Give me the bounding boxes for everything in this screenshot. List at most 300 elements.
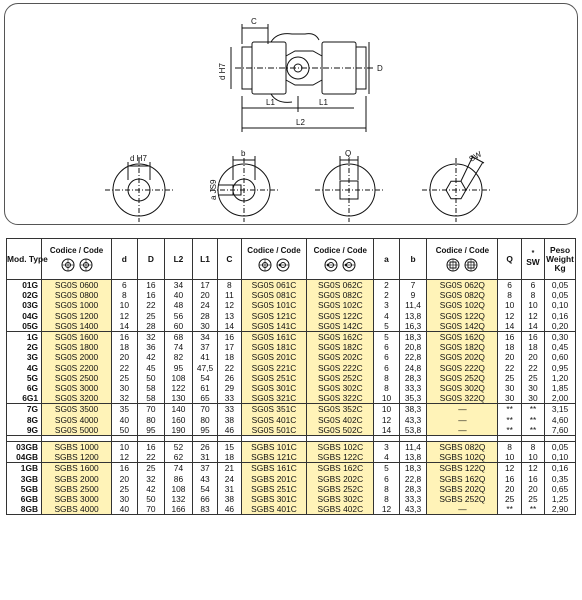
table-cell: 12 (498, 311, 521, 321)
table-cell: SG0S 4000 (42, 415, 112, 425)
table-cell: 25 (112, 373, 137, 383)
col-L1-header: L1 (192, 239, 217, 280)
table-cell: SG0S 321C (241, 393, 307, 404)
table-cell: ** (498, 425, 521, 436)
table-cell: SGBS 302C (307, 494, 374, 504)
table-cell: 160 (165, 415, 193, 425)
round-bore-icon (79, 258, 93, 272)
table-cell: SG0S 161C (241, 332, 307, 343)
table-cell: SG0S 202C (307, 352, 374, 362)
table-cell: 5 (374, 321, 399, 332)
table-row (7, 300, 576, 310)
model-type-cell: 6G1 (7, 393, 42, 404)
table-cell: SGBS 251C (241, 484, 307, 494)
table-cell: 22 (112, 363, 137, 373)
table-cell: SG0S 1800 (42, 342, 112, 352)
col-weight-header (545, 239, 576, 280)
table-cell: SG0S 062C (307, 280, 374, 291)
table-cell: SGBS 202C (307, 474, 374, 484)
table-cell: 52 (165, 442, 193, 453)
table-cell: 38 (218, 494, 241, 504)
table-cell: SG0S 162Q (427, 332, 498, 343)
table-cell: 56 (165, 311, 193, 321)
table-cell: SG0S 352C (307, 404, 374, 415)
table-cell: — (427, 415, 498, 425)
table-cell: 74 (165, 463, 193, 474)
model-type-cell: 02G (7, 290, 42, 300)
table-cell: ** (521, 425, 544, 436)
table-cell: 70 (137, 504, 165, 515)
table-cell: ** (521, 415, 544, 425)
table-cell: 16 (218, 332, 241, 343)
table-cell: 6 (374, 363, 399, 373)
table-cell: 20 (498, 484, 521, 494)
table-cell: 14 (112, 321, 137, 332)
model-type-cell: 03G (7, 300, 42, 310)
code1-header-label: Codice / Code (49, 246, 104, 255)
table-cell: 21 (218, 463, 241, 474)
table-cell: SG0S 062Q (427, 280, 498, 291)
table-cell: 43 (192, 474, 217, 484)
table-cell: SGBS 201C (241, 474, 307, 484)
table-cell: 15 (218, 442, 241, 453)
table-cell: SGBS 402C (307, 504, 374, 515)
table-cell: 10 (374, 393, 399, 404)
table-cell: 40 (112, 415, 137, 425)
model-type-cell: 6GB (7, 494, 42, 504)
table-cell: SGBS 161C (241, 463, 307, 474)
table-cell: SGBS 101C (241, 442, 307, 453)
table-cell: ** (521, 504, 544, 515)
table-cell: 24,8 (399, 363, 427, 373)
table-cell: SGBS 1200 (42, 452, 112, 463)
table-cell: ** (521, 404, 544, 415)
table-cell: 3 (374, 442, 399, 453)
table-cell: 12 (521, 463, 544, 474)
table-cell: 42 (137, 352, 165, 362)
dim-L1-right-label: L1 (319, 98, 328, 107)
table-cell: 10 (521, 300, 544, 310)
table-cell: SGBS 082Q (427, 442, 498, 453)
table-cell: 16 (498, 474, 521, 484)
table-cell: SGBS 4000 (42, 504, 112, 515)
table-cell: 7 (399, 280, 427, 291)
table-cell: SG0S 141C (241, 321, 307, 332)
sec3-Q-label: Q (345, 149, 352, 158)
model-type-cell: 03GB (7, 442, 42, 453)
table-cell: 18 (218, 352, 241, 362)
table-row (7, 383, 576, 393)
table-cell: 83 (192, 504, 217, 515)
table-cell: — (427, 425, 498, 436)
table-cell: 22 (521, 363, 544, 373)
section-round-bore (105, 158, 173, 222)
table-cell: 12 (112, 452, 137, 463)
table-cell: SG0S 3500 (42, 404, 112, 415)
table-row (7, 393, 576, 404)
table-row (7, 425, 576, 436)
col-b-header: b (399, 239, 427, 280)
table-cell: 6 (498, 280, 521, 291)
table-cell: SG0S 502C (307, 425, 374, 436)
keyway-bore-icon (342, 258, 356, 272)
joint-drawing (5, 4, 577, 224)
table-cell: 8 (374, 494, 399, 504)
table-cell: 6 (521, 280, 544, 291)
table-cell: SG0S 301C (241, 383, 307, 393)
model-type-cell: 5G (7, 373, 42, 383)
table-cell: 25 (112, 484, 137, 494)
table-cell: SG0S 351C (241, 404, 307, 415)
table-cell: 20,8 (399, 342, 427, 352)
table-row (7, 352, 576, 362)
table-cell: SG0S 1600 (42, 332, 112, 343)
table-cell: 0,10 (545, 452, 576, 463)
table-cell: 46 (218, 425, 241, 436)
table-cell: 22,8 (399, 474, 427, 484)
table-cell: 38,3 (399, 404, 427, 415)
table-cell: SGBS 162Q (427, 474, 498, 484)
table-cell: SG0S 1000 (42, 300, 112, 310)
table-cell: 28,3 (399, 484, 427, 494)
table-cell: 2 (374, 290, 399, 300)
col-code4-header (427, 239, 498, 280)
table-cell: 53,8 (399, 425, 427, 436)
table-cell: SGBS 301C (241, 494, 307, 504)
table-cell: SGBS 1000 (42, 442, 112, 453)
col-code3-header (307, 239, 374, 280)
table-cell: 8 (521, 290, 544, 300)
table-cell: SG0S 2000 (42, 352, 112, 362)
table-cell: 18 (112, 342, 137, 352)
table-cell: SG0S 302Q (427, 383, 498, 393)
table-cell: 65 (192, 393, 217, 404)
table-cell: 58 (137, 393, 165, 404)
table-cell: SG0S 162C (307, 332, 374, 343)
table-cell: — (427, 504, 498, 515)
table-cell: 36 (137, 342, 165, 352)
table-cell: 37 (192, 463, 217, 474)
table-cell: 26 (218, 373, 241, 383)
table-cell: 3,15 (545, 404, 576, 415)
table-row (7, 290, 576, 300)
col-d-header: d (112, 239, 137, 280)
table-cell: 6 (374, 352, 399, 362)
table-cell: 24 (192, 300, 217, 310)
table-cell: 10 (498, 452, 521, 463)
table-cell: SG0S 142C (307, 321, 374, 332)
table-cell: SG0S 302C (307, 383, 374, 393)
table-cell: SGBS 252Q (427, 494, 498, 504)
table-cell: SG0S 202Q (427, 352, 498, 362)
table-cell: 14 (218, 321, 241, 332)
table-cell: SGBS 102C (307, 442, 374, 453)
table-cell: SG0S 0600 (42, 280, 112, 291)
table-cell: 8 (521, 442, 544, 453)
table-body (7, 280, 576, 515)
table-cell: 0,65 (545, 484, 576, 494)
table-cell: SG0S 3000 (42, 383, 112, 393)
model-type-cell: 04GB (7, 452, 42, 463)
table-cell: 108 (165, 373, 193, 383)
table-cell: 0,20 (545, 321, 576, 332)
dim-L1-left-label: L1 (266, 98, 275, 107)
table-cell: SG0S 101C (241, 300, 307, 310)
table-cell: 24 (218, 474, 241, 484)
table-cell: 10 (521, 452, 544, 463)
table-cell: 140 (165, 404, 193, 415)
table-cell: SG0S 251C (241, 373, 307, 383)
table-cell: 10 (112, 300, 137, 310)
model-type-cell: 4G (7, 363, 42, 373)
table-cell: 70 (192, 404, 217, 415)
table-cell: 0,05 (545, 280, 576, 291)
model-type-cell: 1GB (7, 463, 42, 474)
table-cell: 14 (498, 321, 521, 332)
sec2-b-label: b (241, 149, 246, 158)
col-mod-header (7, 239, 48, 280)
col-D-header: D (137, 239, 165, 280)
table-cell: SG0S 102Q (427, 300, 498, 310)
table-cell: 16,3 (399, 321, 427, 332)
table-cell: 82 (165, 352, 193, 362)
table-cell: SG0S 182C (307, 342, 374, 352)
table-cell: 25 (521, 373, 544, 383)
table-cell: 5 (374, 332, 399, 343)
table-cell: 60 (165, 321, 193, 332)
table-cell: SG0S 061C (241, 280, 307, 291)
dim-C-label: C (251, 17, 257, 26)
table-row (7, 280, 576, 291)
sw-star-label: * (531, 249, 535, 257)
model-type-cell: 3GB (7, 474, 42, 484)
table-cell: SG0S 221C (241, 363, 307, 373)
table-cell: 2,00 (545, 393, 576, 404)
table-cell: SG0S 201C (241, 352, 307, 362)
table-cell: SG0S 102C (307, 300, 374, 310)
table-cell: 40 (165, 290, 193, 300)
table-cell: 16 (521, 332, 544, 343)
square-bore-icon (446, 258, 460, 272)
table-cell: 34 (192, 332, 217, 343)
table-cell: SG0S 2500 (42, 373, 112, 383)
table-cell: 95 (165, 363, 193, 373)
table-row (7, 321, 576, 332)
table-cell: 14 (521, 321, 544, 332)
section-square-bore (315, 156, 383, 222)
table-cell: SG0S 122C (307, 311, 374, 321)
table-cell: 12 (218, 300, 241, 310)
table-row (7, 494, 576, 504)
table-cell: 30 (112, 494, 137, 504)
table-cell: 166 (165, 504, 193, 515)
table-cell: 0,60 (545, 352, 576, 362)
table-cell: 28 (192, 311, 217, 321)
table-cell: 13 (218, 311, 241, 321)
sec2-aJS9-label: a JS9 (209, 179, 218, 200)
model-type-cell: 2G (7, 342, 42, 352)
table-cell: 8 (374, 484, 399, 494)
table-cell: ** (498, 404, 521, 415)
table-cell: 22,8 (399, 352, 427, 362)
table-cell: SGBS 1600 (42, 463, 112, 474)
table-cell: 0,95 (545, 363, 576, 373)
col-C-header: C (218, 239, 241, 280)
table-cell: 31 (192, 452, 217, 463)
table-cell: 0,05 (545, 290, 576, 300)
table-cell: 33 (218, 393, 241, 404)
table-cell: 8 (218, 280, 241, 291)
table-cell: 16 (137, 442, 165, 453)
table-cell: 18,3 (399, 463, 427, 474)
table-cell: 30 (498, 393, 521, 404)
table-cell: 35,3 (399, 393, 427, 404)
table-cell: 5 (374, 463, 399, 474)
table-cell: SGBS 122Q (427, 463, 498, 474)
table-cell: 20 (498, 352, 521, 362)
dim-D-label: D (377, 64, 383, 73)
table-cell: 6 (374, 474, 399, 484)
table-cell: 34 (165, 280, 193, 291)
col-code1-header (42, 239, 112, 280)
table-cell: 46 (218, 504, 241, 515)
table-cell: 8 (498, 290, 521, 300)
product-table (6, 238, 576, 515)
table-cell: 12 (374, 504, 399, 515)
table-cell: 33,3 (399, 383, 427, 393)
table-row (7, 332, 576, 343)
table-cell: SGBS 401C (241, 504, 307, 515)
table-cell: SG0S 322Q (427, 393, 498, 404)
dim-dH7-label: d H7 (218, 63, 227, 80)
table-cell: SG0S 121C (241, 311, 307, 321)
table-cell: 20 (112, 352, 137, 362)
table-cell: 12 (498, 463, 521, 474)
table-cell: 20 (192, 290, 217, 300)
sec4-SW-label: SW (467, 149, 484, 164)
dim-L2-label: L2 (296, 118, 305, 127)
table-cell: 3 (374, 300, 399, 310)
table-cell: 12 (521, 311, 544, 321)
col-code2-header (241, 239, 307, 280)
col-Q-header: Q (498, 239, 521, 280)
table-cell: 17 (192, 280, 217, 291)
table-row (7, 373, 576, 383)
table-cell: 50 (112, 425, 137, 436)
table-row (7, 452, 576, 463)
table-cell: 2 (374, 280, 399, 291)
table-cell: 8 (112, 290, 137, 300)
table-cell: 45 (137, 363, 165, 373)
table-cell: 20 (521, 484, 544, 494)
table-cell: 6 (112, 280, 137, 291)
table-cell: SG0S 401C (241, 415, 307, 425)
table-cell: 61 (192, 383, 217, 393)
table-cell: SGBS 121C (241, 452, 307, 463)
table-cell: 20 (521, 352, 544, 362)
table-cell: SG0S 402C (307, 415, 374, 425)
table-cell: SG0S 1200 (42, 311, 112, 321)
table-row (7, 342, 576, 352)
table-row (7, 474, 576, 484)
table-cell: SG0S 122Q (427, 311, 498, 321)
table-cell: 130 (165, 393, 193, 404)
table-cell: SG0S 1400 (42, 321, 112, 332)
table-cell: 86 (165, 474, 193, 484)
table-cell: 16 (112, 463, 137, 474)
code2-header-label: Codice / Code (247, 246, 301, 255)
table-cell: 47,5 (192, 363, 217, 373)
table-cell: 32 (112, 393, 137, 404)
table-cell: 30 (521, 383, 544, 393)
table-cell: SG0S 082Q (427, 290, 498, 300)
table-cell: 18 (218, 452, 241, 463)
col-L2-header: L2 (165, 239, 193, 280)
table-cell: ** (498, 415, 521, 425)
table-cell: 8 (374, 373, 399, 383)
table-cell: SGBS 102Q (427, 452, 498, 463)
table-cell: SGBS 202Q (427, 484, 498, 494)
table-cell: 26 (192, 442, 217, 453)
table-cell: SG0S 322C (307, 393, 374, 404)
table-cell: 8 (374, 383, 399, 393)
square-bore-icon (464, 258, 478, 272)
table-cell: 41 (192, 352, 217, 362)
table-cell: SGBS 122C (307, 452, 374, 463)
table-cell: 35 (112, 404, 137, 415)
technical-drawing-panel (4, 3, 578, 225)
table-cell: 12 (374, 415, 399, 425)
table-cell: 50 (137, 373, 165, 383)
table-cell: 0,35 (545, 474, 576, 484)
table-cell: 0,16 (545, 463, 576, 474)
table-cell: 80 (192, 415, 217, 425)
product-table-wrap (6, 238, 576, 515)
table-cell: 33 (218, 404, 241, 415)
sw-header-label: SW (526, 256, 540, 267)
table-cell: 37 (192, 342, 217, 352)
table-cell: 4 (374, 311, 399, 321)
table-cell: 33,3 (399, 494, 427, 504)
table-row (7, 311, 576, 321)
code3-header-label: Codice / Code (313, 246, 367, 255)
table-row (7, 484, 576, 494)
model-type-cell: 05G (7, 321, 42, 332)
table-cell: SG0S 252C (307, 373, 374, 383)
keyway-bore-icon (324, 258, 338, 272)
table-cell: 58 (137, 383, 165, 393)
model-type-cell: 8GB (7, 504, 42, 515)
table-cell: 42 (137, 484, 165, 494)
table-cell: 17 (218, 342, 241, 352)
table-cell: 9 (399, 290, 427, 300)
table-cell: 10 (112, 442, 137, 453)
table-cell: SG0S 2200 (42, 363, 112, 373)
model-type-cell: 6G (7, 383, 42, 393)
table-cell: SGBS 162C (307, 463, 374, 474)
table-cell: SGBS 3000 (42, 494, 112, 504)
model-type-cell: 7G (7, 404, 42, 415)
table-cell: 1,85 (545, 383, 576, 393)
table-cell: 4 (374, 452, 399, 463)
table-cell: 66 (192, 494, 217, 504)
table-cell: 0,05 (545, 442, 576, 453)
table-cell: 28 (137, 321, 165, 332)
table-cell: 22 (137, 452, 165, 463)
table-cell: 95 (137, 425, 165, 436)
table-cell: 1,25 (545, 494, 576, 504)
table-cell: 74 (165, 342, 193, 352)
